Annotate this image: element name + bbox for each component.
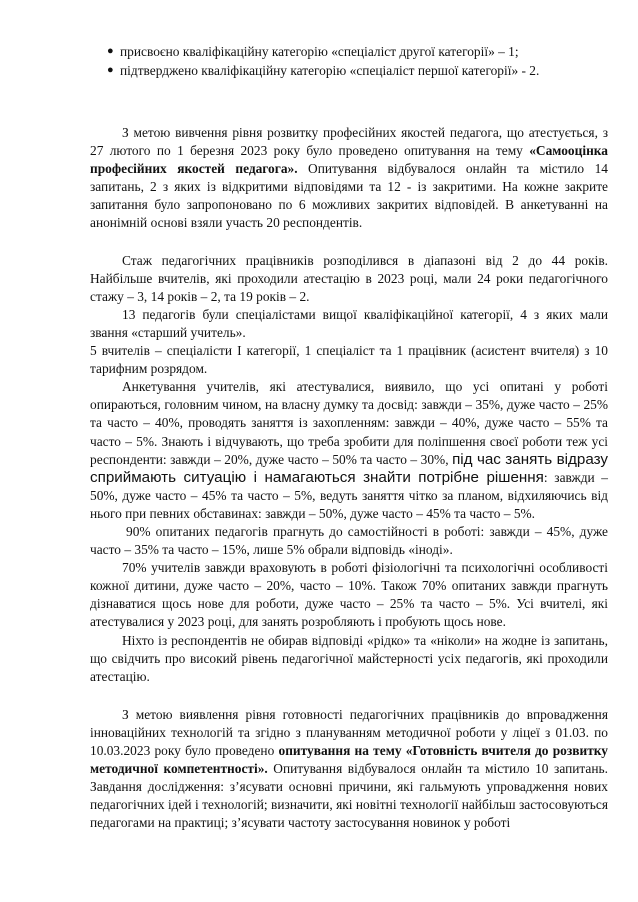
- document-page: [90, 42, 608, 832]
- category-list: [90, 42, 608, 80]
- paragraph-first-category: 5 вчителів – спеціалісти І категорії, 1 спеціаліст та 1 працівник (асистент вчителя) з 10 тарифним розрядом.: [90, 343, 608, 377]
- text: З метою виявлення рівня готовності педагогічних працівників до впровадження інноваційних технологій та згідно з плануванням методичної роботи у ліцеї з 01.03. по 10.03.2023 року було проведено: [90, 706, 608, 758]
- paragraph-independence: 90% опитаних педагогів прагнуть до самостійності в роботі: завжди – 45%, дуже часто – 35% та часто – 15%, лише 5% обрали відповідь «іноді».: [90, 523, 608, 558]
- paragraph-experience: Стаж педагогічних працівників розподілився в діапазоні від 2 до 44 років. Найбільше вчителів, які проходили атестацію в 2023 році, мали 24 роки педагогічного стажу – 3, 14 років – 2, та 19 років – 2.: [90, 252, 608, 304]
- text: : завжди – 50%, дуже часто – 45% та часто – 5%, ведуть заняття чітко за планом, відхиляючись від нього при певних обставинах: завжди – 50%, дуже часто – 45% та часто – 5%.: [90, 469, 608, 521]
- bullet-icon: ●: [107, 64, 114, 76]
- text: Опитування відбувалося онлайн та містило 10 запитань. Завдання дослідження: з’ясувати основні причини, які гальмують упровадження нових педагогічних ідей і технологій; визначити, які новітні технології найбільш застосовуються педагогами на практиці; з’ясувати частоту застосування новинок у роботі: [90, 761, 608, 831]
- list-item-text: присвоєно кваліфікаційну категорію «спеціаліст другої категорії» – 1;: [120, 44, 519, 59]
- bullet-icon: ●: [107, 45, 114, 57]
- text: Анкетування учителів, які атестувалися, виявило, що усі опитані у роботі опираються, головним чином, на власну думку та досвід: завжди – 35%, дуже часто – 25% та часто – 40%, проводять заняття із захопленням: завжди – 40%, дуже часто – 55% та часто – 5%. Знають і відчувають, що треба зробити для поліпшення своєї роботи теж усі респонденти: завжди – 20%, дуже часто – 50% та часто – 30%,: [90, 379, 608, 467]
- paragraph-higher-category: 13 педагогів були спеціалістами вищої кваліфікаційної категорії, 4 з яких мали звання «старший учитель».: [90, 306, 608, 340]
- survey-title: опитування на тему «Готовність вчителя до розвитку методичної компетентності».: [90, 743, 608, 777]
- survey-title: «Самооцінка професійних якостей педагога».: [90, 143, 608, 177]
- paragraph-readiness-survey: [90, 706, 608, 833]
- paragraph-survey-intro: [90, 124, 608, 233]
- list-item: [90, 61, 608, 80]
- paragraph-physiology: 70% учителів завжди враховують в роботі фізіологічні та психологічні особливості кожної дитини, дуже часто – 20%, часто – 10%. Також 70% опитаних завжди прагнуть дізнаватися щось нове для роботи, дуже часто – 25% та часто – 5%. Усі вчителі, які атестувалися у 2023 році, для занять розробляють і пробують щось нове.: [90, 560, 608, 630]
- text: Опитування відбувалося онлайн та містило 14 запитань, 2 з яких із відкритими відповідями та 12 - із закритими. На кожне закрите запитання було запропоновано по 6 можливих закритих відповідей. В анкетуванні на анонімній основі взяли участь 20 респондентів.: [90, 161, 608, 231]
- text: З метою вивчення рівня розвитку професійних якостей педагога, що атестується, з 27 лютого по 1 березня 2023 року було проведено опитування на тему: [90, 125, 608, 159]
- list-item-text: підтверджено кваліфікаційну категорію «спеціаліст першої категорії» - 2.: [120, 63, 540, 78]
- paragraph-survey-results: [90, 378, 608, 523]
- list-item: [90, 42, 608, 61]
- emphasized-text: під час занять відразу сприймають ситуацію і намагаються знайти потрібне рішення: [90, 450, 609, 486]
- paragraph-conclusion: Ніхто із респондентів не обирав відповіді «рідко» та «ніколи» на жодне із запитань, що свідчить про високий рівень педагогічної майстерності усіх педагогів, які проходили атестацію.: [90, 632, 608, 684]
